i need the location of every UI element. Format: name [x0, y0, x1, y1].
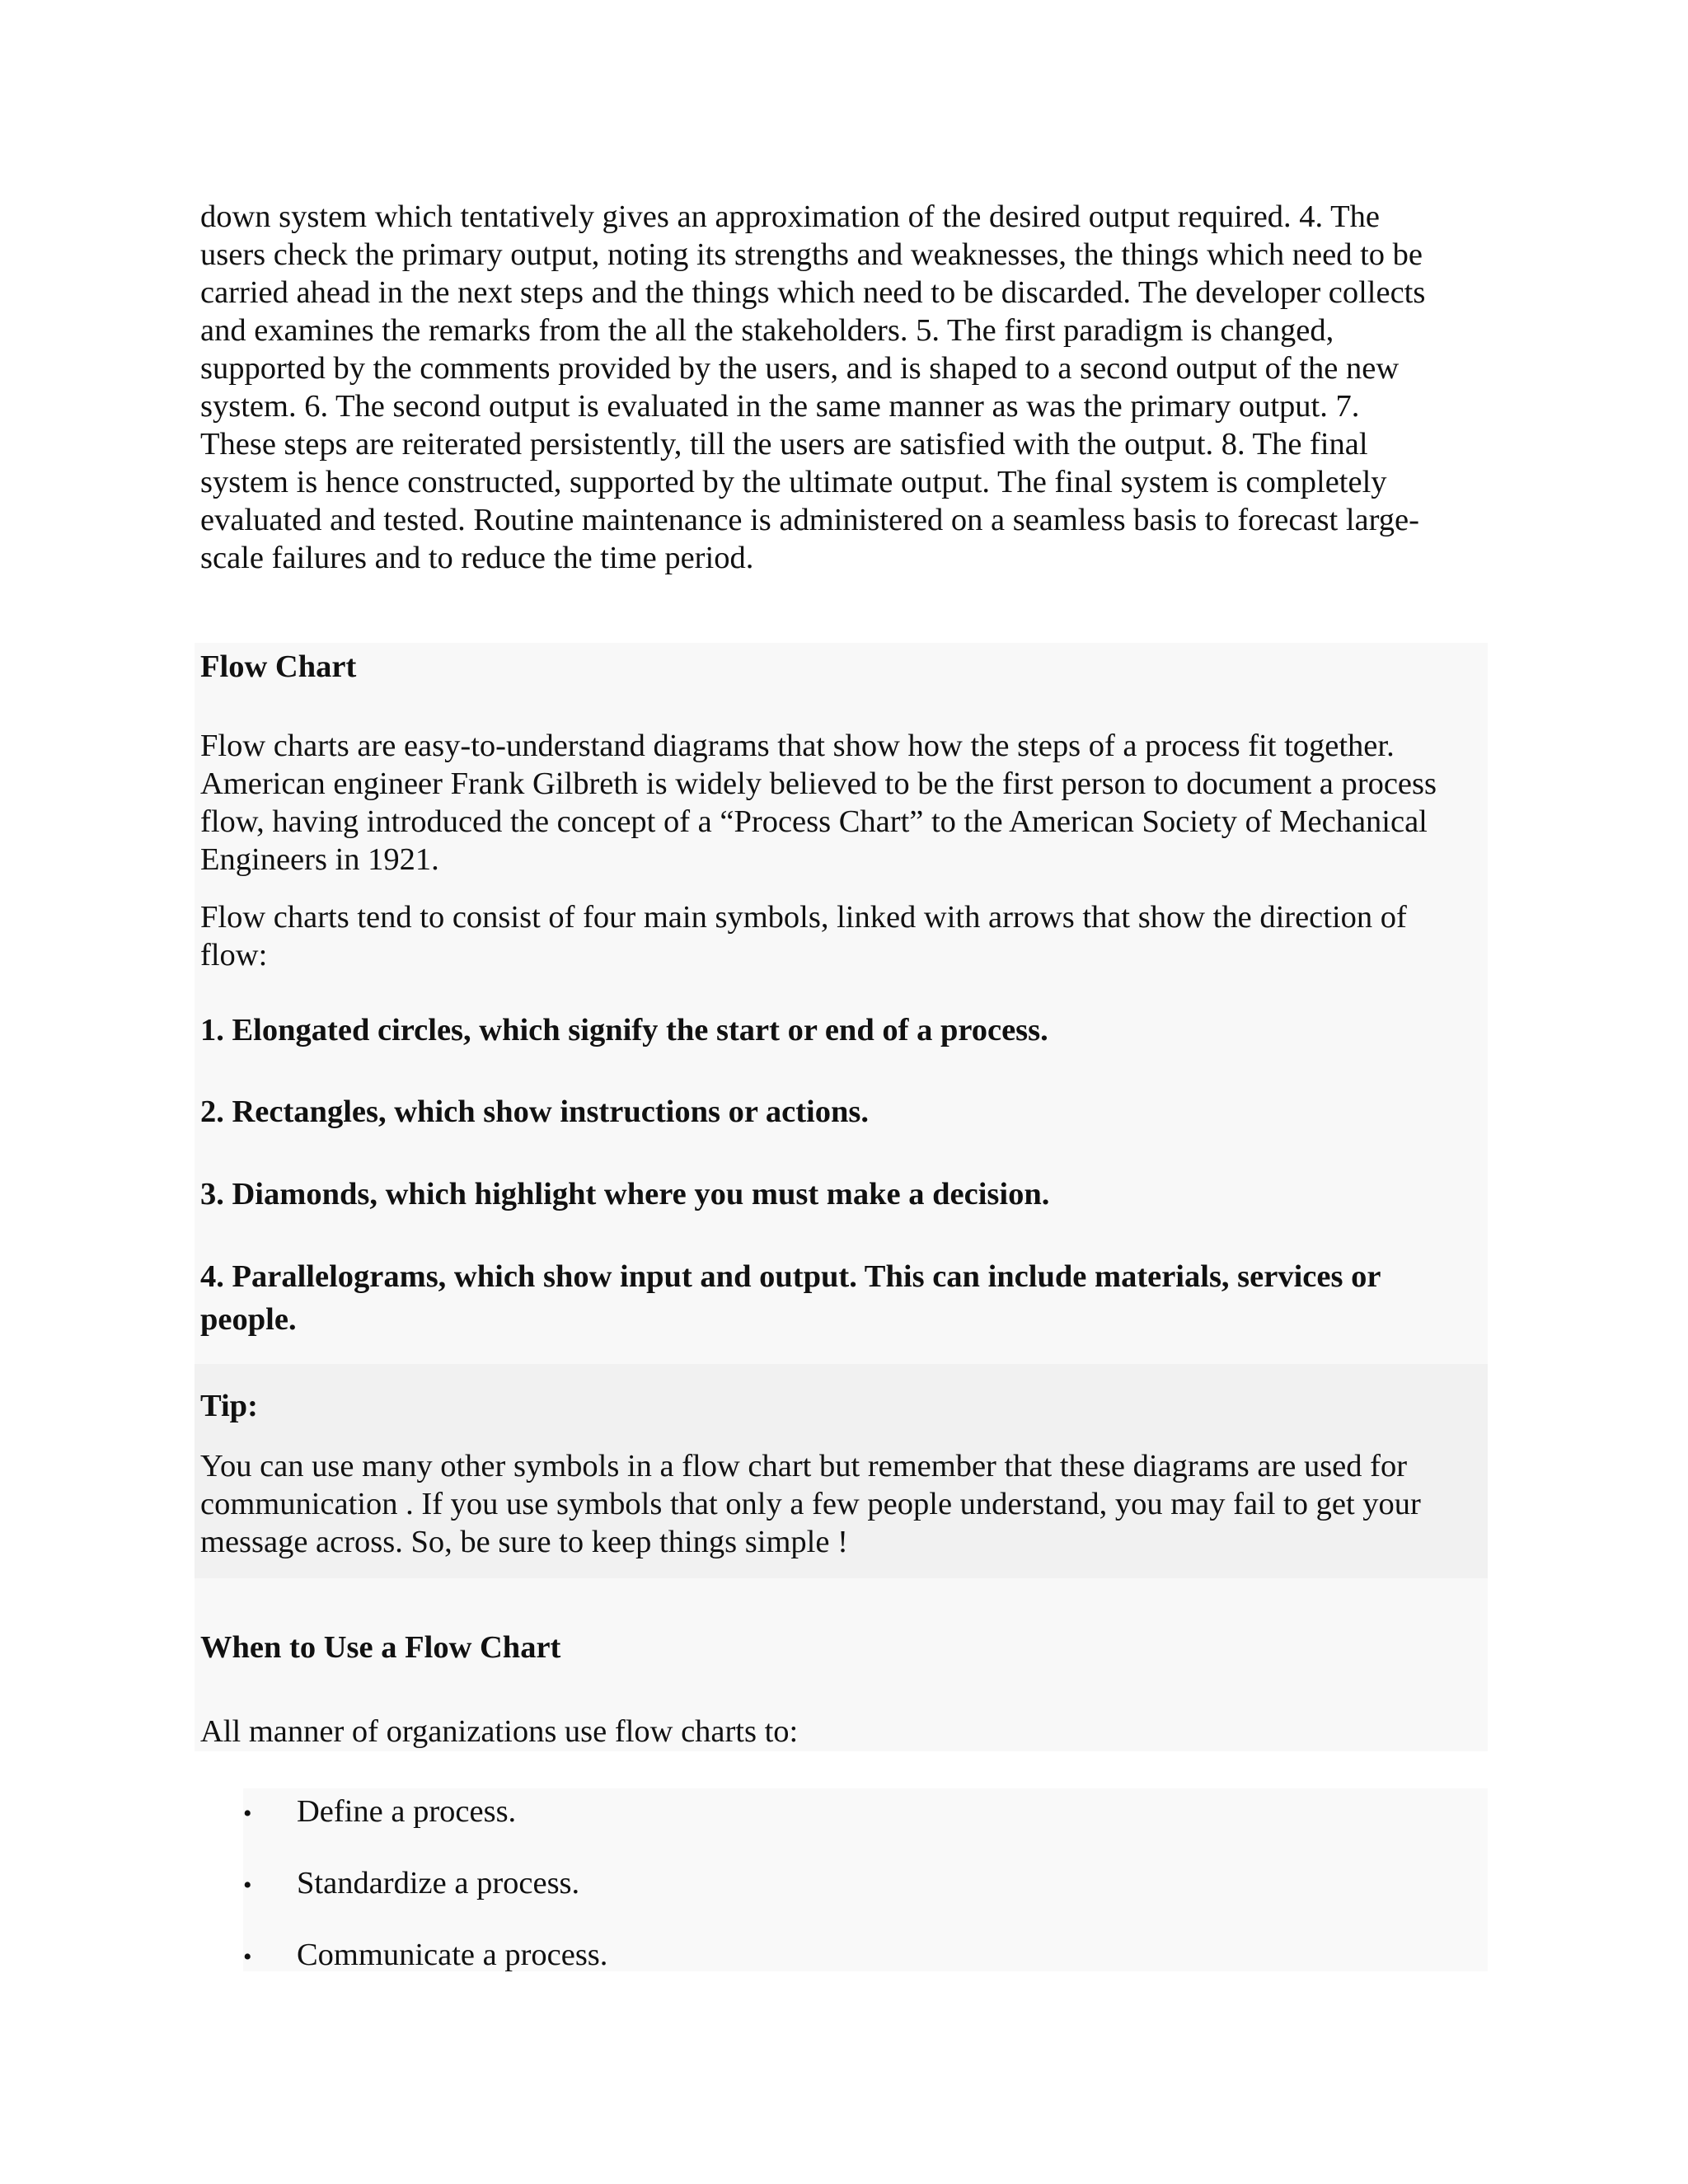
- bullet-text: Communicate a process.: [297, 1938, 608, 1972]
- flow-chart-intro-line: flow, having introduced the concept of a “Process Chart” to the American Society of Mechanical: [200, 804, 1428, 839]
- when-to-use-intro: All manner of organizations use flow charts to:: [200, 1714, 799, 1749]
- bullet-icon: •: [243, 1872, 252, 1899]
- intro-line: scale failures and to reduce the time period.: [200, 541, 754, 575]
- flow-chart-intro-line: American engineer Frank Gilbreth is widely believed to be the first person to document a process: [200, 766, 1437, 801]
- bullet-icon: •: [243, 1943, 252, 1971]
- tip-line: communication . If you use symbols that only a few people understand, you may fail to get your: [200, 1487, 1421, 1521]
- intro-line: system is hence constructed, supported by the ultimate output. The final system is completely: [200, 465, 1387, 499]
- flow-chart-intro-line: Flow charts are easy-to-understand diagrams that show how the steps of a process fit together.: [200, 729, 1395, 763]
- symbol-item-parallelograms-continued: people.: [200, 1302, 297, 1337]
- symbol-item-diamonds: 3. Diamonds, which highlight where you must make a decision.: [200, 1177, 1050, 1212]
- tip-line: message across. So, be sure to keep things simple !: [200, 1525, 848, 1559]
- intro-line: supported by the comments provided by the users, and is shaped to a second output of the new: [200, 351, 1400, 386]
- bullet-list-item: [243, 1793, 516, 1833]
- bullet-list-item: [243, 1936, 607, 1976]
- flow-chart-intro-paragraph: [200, 727, 1503, 879]
- symbol-item-rectangles: 2. Rectangles, which show instructions or actions.: [200, 1094, 870, 1129]
- intro-line: system. 6. The second output is evaluated in the same manner as was the primary output. 7.: [200, 389, 1360, 424]
- symbol-item-elongated-circles: 1. Elongated circles, which signify the start or end of a process.: [200, 1013, 1048, 1047]
- intro-line: These steps are reiterated persistently, till the users are satisfied with the output. 8. The final: [200, 427, 1368, 462]
- intro-line: evaluated and tested. Routine maintenance is administered on a seamless basis to forecast large-: [200, 503, 1419, 537]
- flow-chart-symbols-intro-line: Flow charts tend to consist of four main symbols, linked with arrows that show the direction of: [200, 900, 1407, 935]
- intro-line: and examines the remarks from the all the stakeholders. 5. The first paradigm is changed,: [200, 313, 1334, 348]
- intro-line: users check the primary output, noting its strengths and weaknesses, the things which need to be: [200, 237, 1423, 272]
- tip-text: [200, 1447, 1503, 1561]
- intro-line: carried ahead in the next steps and the things which need to be discarded. The developer collects: [200, 275, 1426, 310]
- when-to-use-heading: When to Use a Flow Chart: [200, 1630, 561, 1665]
- bullet-text: Standardize a process.: [297, 1866, 580, 1900]
- flow-chart-symbols-intro: [200, 898, 1503, 974]
- tip-line: You can use many other symbols in a flow chart but remember that these diagrams are used for: [200, 1449, 1408, 1483]
- bullet-icon: •: [243, 1800, 252, 1827]
- bullet-list-item: [243, 1864, 579, 1905]
- intro-line: down system which tentatively gives an approximation of the desired output required. 4. The: [200, 199, 1380, 234]
- flow-chart-intro-line: Engineers in 1921.: [200, 842, 439, 877]
- bullet-text: Define a process.: [297, 1794, 517, 1829]
- symbol-item-parallelograms: 4. Parallelograms, which show input and output. This can include materials, services or: [200, 1259, 1381, 1294]
- flow-chart-heading: Flow Chart: [200, 649, 357, 684]
- tip-label: Tip:: [200, 1389, 258, 1423]
- flow-chart-symbols-intro-line: flow:: [200, 938, 268, 972]
- intro-paragraph: [200, 198, 1503, 577]
